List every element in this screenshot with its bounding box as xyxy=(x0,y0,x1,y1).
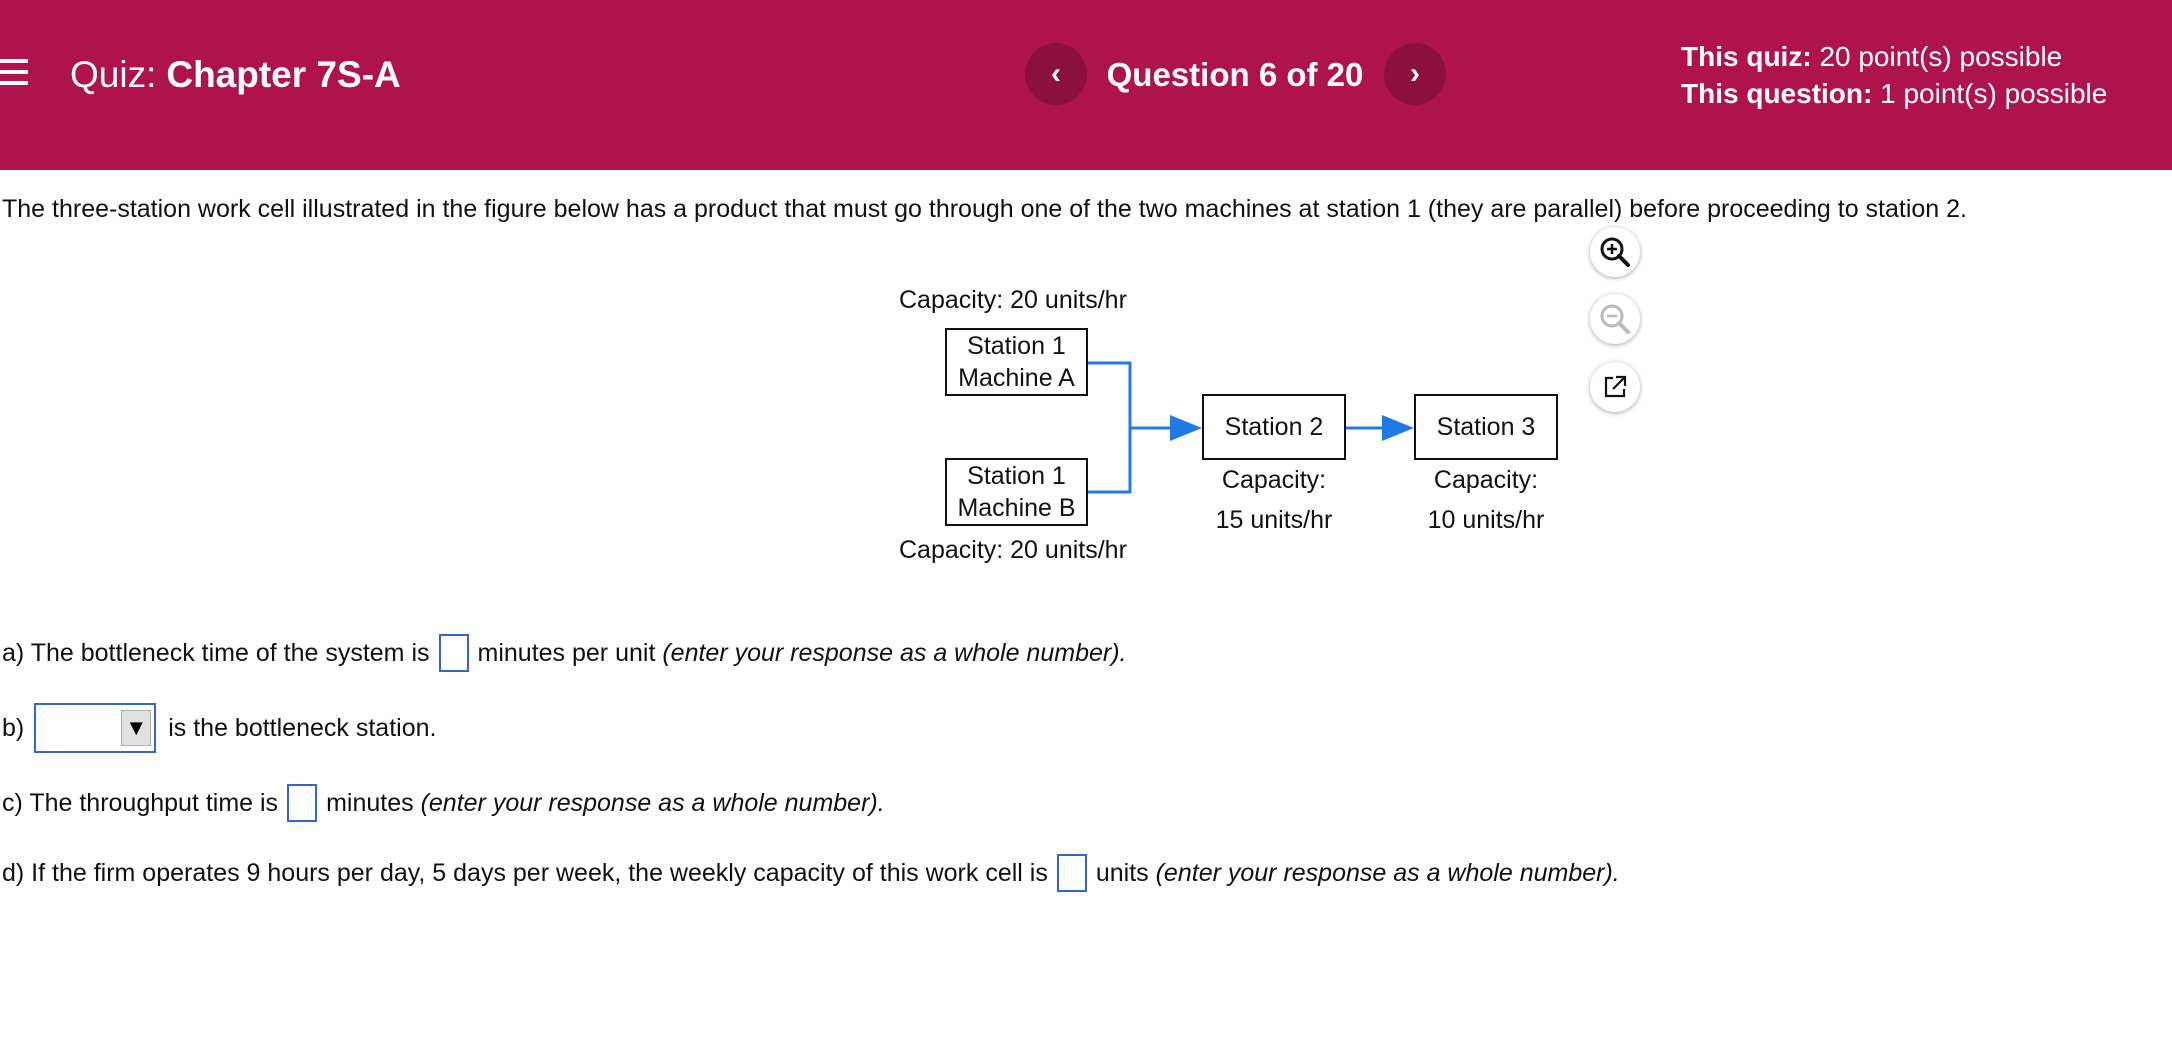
arrowhead-station2 xyxy=(1170,415,1202,441)
station2-capacity-value: 15 units/hr xyxy=(1215,506,1333,534)
question-d xyxy=(2,852,1620,894)
station2-box xyxy=(1202,394,1346,460)
station2-capacity-label: Capacity: xyxy=(1221,466,1327,494)
question-d-hint: (enter your response as a whole number). xyxy=(1155,858,1620,887)
quiz-header xyxy=(0,0,2172,170)
external-link-icon xyxy=(1601,373,1629,401)
chevron-right-icon: › xyxy=(1410,57,1420,90)
station3-capacity-value: 10 units/hr xyxy=(1427,506,1545,534)
question-b-prefix: b) xyxy=(2,713,25,742)
previous-question-button[interactable] xyxy=(1025,43,1087,105)
question-a xyxy=(2,632,1126,674)
arrowhead-station3 xyxy=(1382,415,1414,441)
quiz-points-label: This quiz: xyxy=(1681,41,1812,72)
quiz-title-prefix: Quiz: xyxy=(70,54,157,95)
machine-a-capacity: Capacity: 20 units/hr xyxy=(899,286,1127,314)
question-c-prefix: c) The throughput time is xyxy=(2,788,279,817)
machine-a-line1: Station 1 xyxy=(967,332,1066,360)
station2-label: Station 2 xyxy=(1224,413,1324,441)
question-counter: Question 6 of 20 xyxy=(1106,56,1364,93)
machine-a-box xyxy=(945,328,1088,396)
bottleneck-station-select[interactable] xyxy=(34,703,156,753)
machine-b-line2: Machine B xyxy=(957,494,1076,522)
points-info xyxy=(1681,38,2107,112)
next-question-button[interactable] xyxy=(1384,43,1446,105)
question-points-value: 1 point(s) possible xyxy=(1880,78,2108,109)
question-a-suffix: minutes per unit xyxy=(477,638,656,667)
question-a-hint: (enter your response as a whole number). xyxy=(662,638,1127,667)
zoom-out-icon xyxy=(1598,302,1632,336)
question-a-prefix: a) The bottleneck time of the system is xyxy=(2,638,430,667)
zoom-in-button[interactable] xyxy=(1590,227,1640,277)
bottleneck-time-input[interactable] xyxy=(439,634,469,672)
question-points-label: This question: xyxy=(1681,78,1873,109)
question-c-hint: (enter your response as a whole number). xyxy=(420,788,885,817)
station2-capacity xyxy=(1202,460,1346,540)
quiz-name: Chapter 7S-A xyxy=(166,54,401,95)
dropdown-arrow-icon: ▼ xyxy=(121,710,151,746)
machine-b-capacity: Capacity: 20 units/hr xyxy=(899,536,1127,564)
machine-a-line2: Machine A xyxy=(958,364,1075,392)
station3-capacity-label: Capacity: xyxy=(1433,466,1539,494)
zoom-out-button[interactable] xyxy=(1590,294,1640,344)
question-d-prefix: d) If the firm operates 9 hours per day, 5 days per week, the weekly capacity of this work cell is xyxy=(2,858,1048,887)
throughput-time-input[interactable] xyxy=(287,784,317,822)
machine-a-connector xyxy=(1088,363,1130,492)
open-in-new-window-button[interactable] xyxy=(1590,362,1640,412)
work-cell-diagram xyxy=(870,280,1590,580)
question-b xyxy=(2,702,436,754)
weekly-capacity-input[interactable] xyxy=(1057,854,1087,892)
station3-capacity xyxy=(1414,460,1558,540)
station3-label: Station 3 xyxy=(1436,413,1536,441)
chevron-left-icon: ‹ xyxy=(1051,57,1061,90)
quiz-points-value: 20 point(s) possible xyxy=(1819,41,2063,72)
quiz-title xyxy=(70,50,401,100)
question-c xyxy=(2,782,885,824)
station3-box xyxy=(1414,394,1558,460)
machine-b-box xyxy=(945,458,1088,526)
zoom-in-icon xyxy=(1598,235,1632,269)
hamburger-icon[interactable] xyxy=(0,59,28,87)
machine-b-line1: Station 1 xyxy=(967,462,1066,490)
problem-statement: The three-station work cell illustrated in the figure below has a product that must go through one of the two machines at station 1 (they are parallel) before proceeding to station 2. xyxy=(2,195,1968,223)
question-c-suffix: minutes xyxy=(326,788,414,817)
question-d-suffix: units xyxy=(1095,858,1149,887)
question-b-suffix: is the bottleneck station. xyxy=(168,713,437,742)
